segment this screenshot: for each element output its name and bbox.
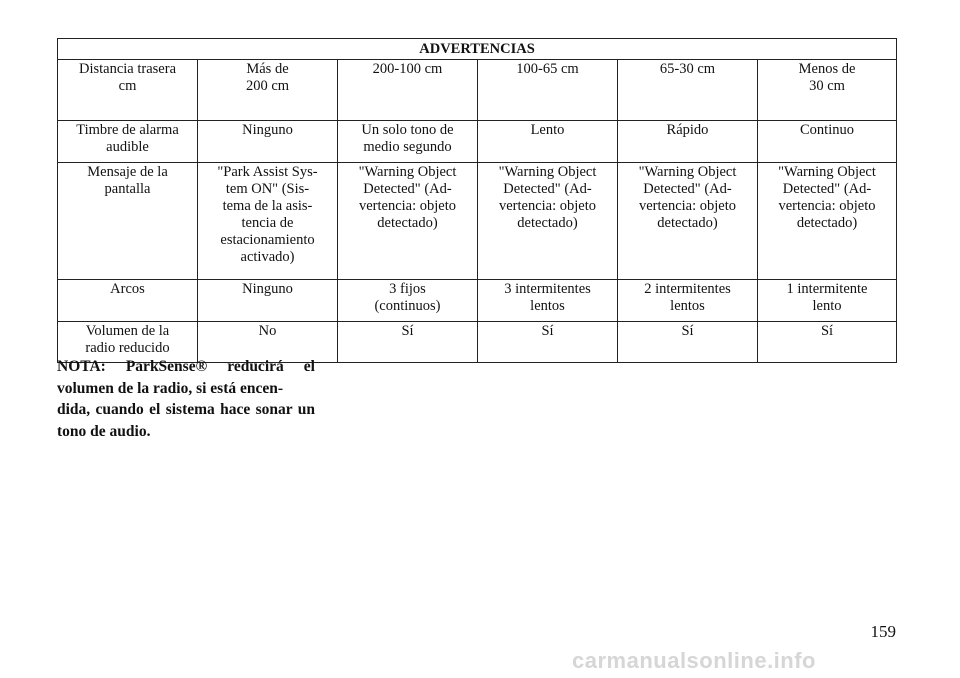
cell-text: 3 fijos (continuos) xyxy=(374,281,441,314)
cell-text: Sí xyxy=(681,323,694,339)
cell-text: Arcos xyxy=(110,281,145,297)
table-cell xyxy=(618,60,758,121)
table-cell xyxy=(758,322,897,363)
table-cell xyxy=(198,163,338,280)
table-cell xyxy=(338,163,478,280)
row-header-cell xyxy=(58,163,198,280)
cell-text: No xyxy=(258,323,277,339)
cell-text: "Warning Object Detected" (Ad- vertencia: objeto detectado) xyxy=(498,164,597,231)
table-cell xyxy=(198,121,338,163)
table-cell xyxy=(338,60,478,121)
table-cell xyxy=(618,163,758,280)
table-title-row xyxy=(58,39,897,60)
cell-text: Distancia trasera cm xyxy=(78,61,177,94)
cell-text: Sí xyxy=(541,323,554,339)
cell-text: Lento xyxy=(530,122,565,138)
table-row xyxy=(58,60,897,121)
table-cell xyxy=(478,163,618,280)
cell-text: Timbre de alarma audible xyxy=(76,122,179,155)
cell-text: "Warning Object Detected" (Ad- vertencia: objeto detectado) xyxy=(638,164,737,231)
cell-text: Sí xyxy=(820,323,834,339)
cell-text: Continuo xyxy=(800,122,854,138)
cell-text: 1 intermitente lento xyxy=(786,281,868,314)
row-header-cell xyxy=(58,280,198,322)
cell-text: Mensaje de la pantalla xyxy=(87,164,168,197)
cell-text: 2 intermitentes lentos xyxy=(644,281,731,314)
table-cell xyxy=(618,322,758,363)
page-number: 159 xyxy=(870,622,896,641)
table-cell xyxy=(618,280,758,322)
table-row xyxy=(58,280,897,322)
table-cell xyxy=(758,163,897,280)
table-cell xyxy=(198,280,338,322)
table-cell xyxy=(338,121,478,163)
table-cell xyxy=(478,322,618,363)
table-row xyxy=(58,163,897,280)
row-header-cell xyxy=(58,121,198,163)
cell-text: 65-30 cm xyxy=(659,61,716,77)
note-paragraph: NOTA: ParkSense® reducirá el volumen de la radio, si está encen- dida, cuando el sistema hace sonar un tono de audio. xyxy=(57,358,315,440)
table-cell xyxy=(338,322,478,363)
cell-text: Volumen de la radio reducido xyxy=(85,323,170,356)
watermark-text: carmanualsonline.info xyxy=(572,648,816,673)
table-cell xyxy=(478,60,618,121)
row-header-cell xyxy=(58,60,198,121)
table-title: ADVERTENCIAS xyxy=(58,39,897,60)
cell-text: Un solo tono de medio segundo xyxy=(361,122,454,155)
table-cell xyxy=(758,280,897,322)
cell-text: Menos de 30 cm xyxy=(798,61,856,94)
table-cell xyxy=(618,121,758,163)
table-cell xyxy=(758,60,897,121)
table-cell xyxy=(338,280,478,322)
cell-text: "Park Assist Sys- tem ON" (Sis- tema de la asis- tencia de estacionamiento activado) xyxy=(217,164,318,265)
cell-text: "Warning Object Detected" (Ad- vertencia: objeto detectado) xyxy=(358,164,457,231)
cell-text: Sí xyxy=(401,323,414,339)
cell-text: Rápido xyxy=(666,122,709,138)
table-cell xyxy=(478,280,618,322)
cell-text: 100-65 cm xyxy=(516,61,579,77)
cell-text: 3 intermitentes lentos xyxy=(504,281,591,314)
warnings-table xyxy=(57,38,897,363)
cell-text: Ninguno xyxy=(242,122,293,138)
table-cell xyxy=(478,121,618,163)
cell-text: "Warning Object Detected" (Ad- vertencia: objeto detectado) xyxy=(778,164,876,231)
cell-text: 200-100 cm xyxy=(372,61,443,77)
cell-text: Ninguno xyxy=(242,281,293,297)
table-cell xyxy=(198,60,338,121)
table-row xyxy=(58,121,897,163)
cell-text: Más de 200 cm xyxy=(245,61,290,94)
table-cell xyxy=(758,121,897,163)
